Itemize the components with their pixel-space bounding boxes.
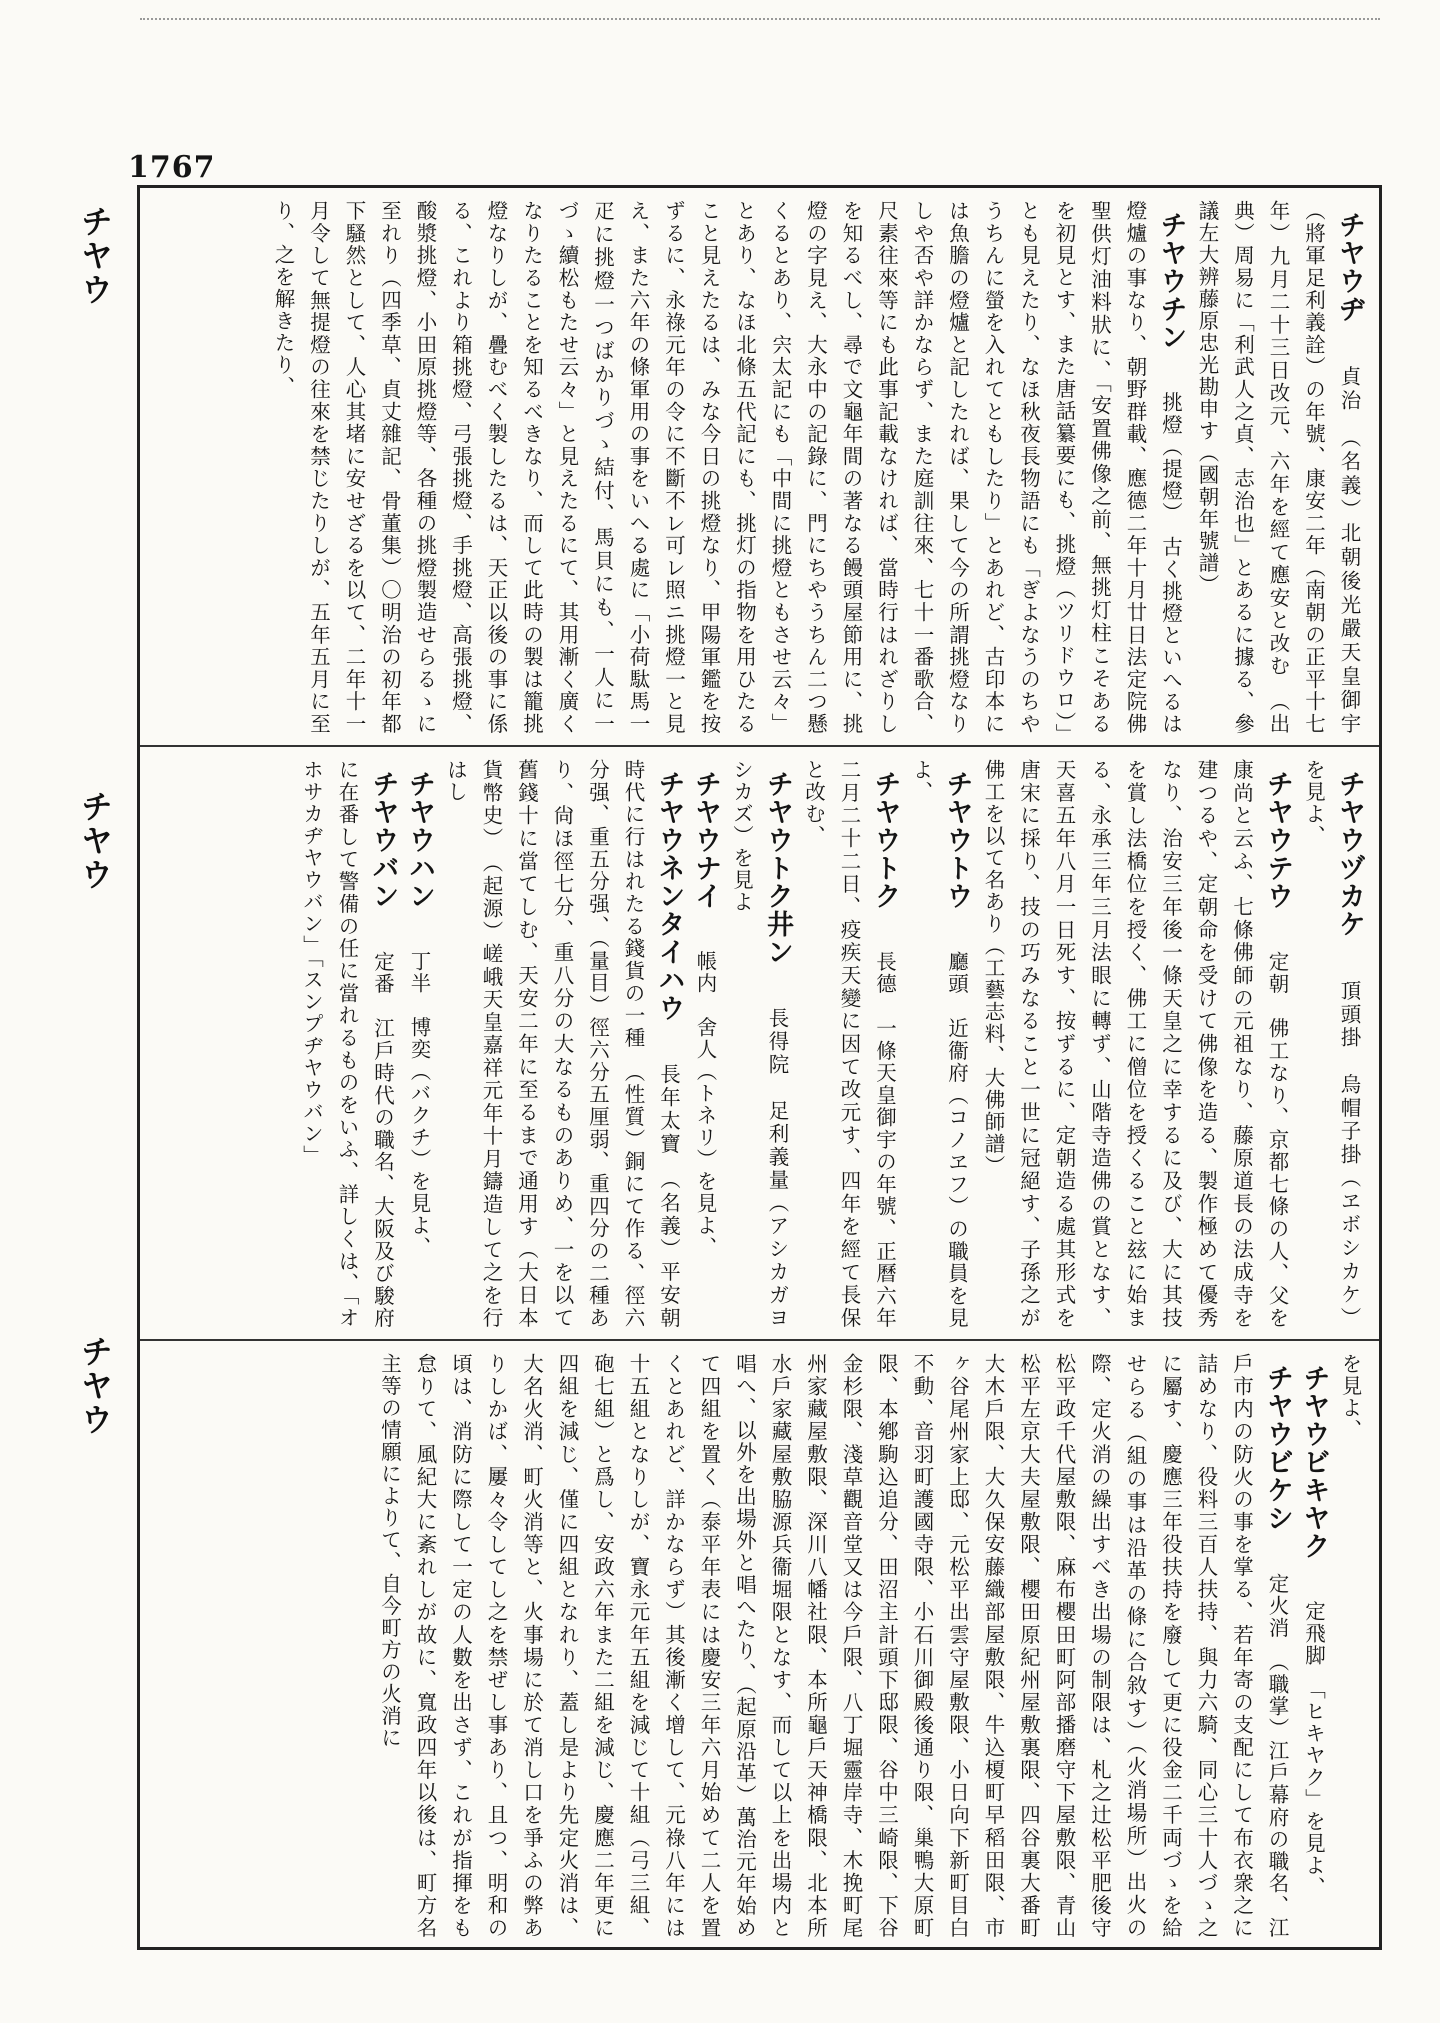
tier-3 — [140, 1341, 1379, 1947]
entry — [371, 1353, 1295, 1939]
entry — [1189, 200, 1368, 735]
entry-text: 挑燈（提燈） 古く挑燈といへるは燈爐の事なり、朝野群載、應德二年十月廿日法定院佛聖供灯油料狀に、「安置佛像之前、無挑灯柱こそあるを初見とす、また唐話纂要にも、挑燈（ツリドウロ）」とも見えたり、なほ秋夜長物語にも「ぎよなうのちやうちんに螢を入れてともしたり」とあれど、古印本には魚膽の燈爐と記したれば、果して今の所謂挑燈なりしや否や詳かならず、また庭訓往來、七十一番歌合、尺素往來等にも此事記載なければ、當時行はれざりしを知るべし、尋で文龜年間の著なる饅頭屋節用に、挑燈の字見え、大永中の記錄に、門にちやうちん二つ懸くるとあり、宍太記にも「中間に挑燈ともさせ云々」とあり、なほ北條五代記にも、挑灯の指物を用ひたること見えたるは、みな今日の挑燈なり、甲陽軍鑑を按ずるに、永祿元年の令に不斷不レ可レ照ニ挑燈一と見え、また六年の條軍用の事をいへる處に「小荷駄馬一疋に挑燈一つばかりづゝ結付、馬貝にも、一人に一づゝ續松もたせ云々」と見えたるにて、其用漸く廣くなりたることを知るべきなり、而して此時の製は籠挑燈なりしが、疊むべく製したるは、天正以後の事に係る、これより箱挑燈、弓張挑燈、手挑燈、高張挑燈、酸漿挑燈、小田原挑燈等、各種の挑燈製造せらるゝに至れり（四季草、貞丈雜記、骨董集）〇明治の初年都下騷然として、人心其堵に安せざるを以て、二年十一月令して無提燈の往來を禁じたりしが、五年五月に至り、之を解きたり、 — [271, 200, 1183, 735]
entry-text: 長德 一條天皇御宇の年號、正曆六年二月二十二日、疫疾天變に因て改元す、四年を經て長保と改む、 — [801, 759, 897, 1329]
entry-headword: チヤウトク — [869, 769, 901, 910]
entry-headword: チヤウビキヤク — [1298, 1363, 1330, 1560]
side-heading-2: チヤウ — [76, 790, 114, 892]
entry-text: 帳内 舍人（トネリ）を見よ、 — [693, 950, 717, 1259]
side-heading-3: チヤウ — [76, 1335, 114, 1437]
entry — [687, 759, 724, 1329]
entry-headword: チヤウチン — [1155, 210, 1187, 351]
entry — [437, 759, 687, 1329]
entry-headword: チヤウトク井ン — [762, 769, 793, 966]
entry-text: 定火消 （職掌）江戶幕府の職名、江戶市内の防火の事を掌る、若年寄の支配にして布衣衆之に詰めなり、役料三百人扶持、與力六騎、同心三十人づゝ之に屬す、慶應三年役扶持を廢して更に役金二千両づゝを給せらる（組の事は沿革の條に合敘す）（火消場所）出火の際、定火消の繰出すべき出場の制限は、札之辻松平肥後守松平政千代屋敷限、麻布櫻田町阿部播磨守下屋敷限、青山松平左京大夫屋敷限、櫻田原紀州屋敷裏限、四谷裏大番町大木戶限、大久保安藤織部屋敷限、牛込榎町早稻田限、市ヶ谷尾州家上邸、元松平出雲守屋敷限、小日向下新町目白不動、音羽町護國寺限、小石川御殿後通り限、巢鴨大原町限、本鄕駒込追分、田沼主計頭下邸限、谷中三崎限、下谷金杉限、淺草觀音堂又は今戶限、八丁堀靈岸寺、木挽町尾州家藏屋敷限、深川八幡社限、本所龜戶天神橋限、北本所水戶家藏屋敷脇源兵衞堀限となす、而して以上を出場内と唱へ、以外を出場外と唱へたり、（起原沿革）萬治元年始めて四組を置く（泰平年表には慶安三年六月始めて二人を置くとあれど、詳かならず）其後漸く增して、元祿八年には十五組となりしが、寶永元年五組を減じて十組（弓三組、砲七組）と爲し、安政六年また二組を減じ、慶應二年更に四組を減じ、僅に四組となれり、蓋し是より先定火消は、大名火消、町火消等と、火事場に於て消し口を爭ふの弊ありしかば、屢々令してし之を禁ぜし事あり、且つ、明和の頃は、消防に際して一定の人數を出さず、これが指揮をも怠りて、風紀大に紊れしが故に、寬政四年以後は、町方名主等の情願によりて、自今町方の火消に — [377, 1353, 1289, 1939]
entry — [723, 759, 795, 1329]
entry-headword: チヤウハン — [404, 769, 435, 910]
entry — [1295, 759, 1367, 1329]
entry-text: 定飛脚 「ヒキヤク」を見よ、 — [1301, 1600, 1326, 1899]
entry — [975, 759, 1296, 1329]
entry — [903, 759, 975, 1329]
entry — [265, 200, 1189, 735]
entry-headword: チヤウバン — [367, 769, 399, 910]
entry-headword: チヤウトウ — [941, 769, 973, 910]
entry-headword: チヤウヅカケ — [1334, 769, 1365, 938]
entry-headword: チヤウビケシ — [1262, 1363, 1293, 1532]
entry-headword: チヤウテウ — [1262, 769, 1293, 910]
entry-text: 頂頭掛 烏帽子掛（ヱボシカケ）を見よ、 — [1301, 759, 1361, 1329]
top-dotted-rule — [140, 18, 1380, 20]
entry-text: 定番 江戶時代の職名、大阪及び駿府に在番して警備の任に當れるものをいふ、詳しくは、「オホサカヂヤウバン」「スンプヂヤウバン」 — [299, 759, 395, 1329]
entry-headword: チヤウネンタイハウ — [653, 769, 685, 1022]
entry-text: 長得院 足利義量（アシカガヨシカズ）を見よ — [729, 759, 789, 1329]
entry — [293, 759, 401, 1329]
entry-text: 廳頭 近衞府（コノヱフ）の職員を見よ、 — [909, 759, 969, 1329]
entry — [1332, 1353, 1368, 1939]
page-number: 1767 — [128, 150, 216, 185]
entry — [795, 759, 903, 1329]
tier-1 — [140, 188, 1379, 743]
entry-headword: チヤウナイ — [690, 769, 721, 910]
side-heading-1: チヤウ — [76, 205, 114, 307]
entry-text: 定朝 佛工なり、京都七條の人、父を康尚と云ふ、七條佛師の元祖なり、藤原道長の法成寺を建つるや、定朝命を受けて佛像を造る、製作極めて優秀なり、治安三年後一條天皇之に幸するに及び、大に其技を賞し法橋位を授く、佛工に僧位を授くること玆に始まる、永承三年三月法眼に轉ず、山階寺造佛の賞となす、天喜五年八月一日死す、按ずるに、定朝造る處其形式を唐宋に採り、技の巧みなること一世に冠絕す、子孫之が佛工を以て名あり（工藝志料、大佛師譜） — [981, 759, 1289, 1329]
entry-text: 貞治 （名義）北朝後光嚴天皇御宇（將軍足利義詮）の年號、康安二年（南朝の正平十七年）九月二十三日改元、六年を經て應安と改む （出典）周易に「利武人之貞、志治也」とあるに據る、參議左大辨藤原忠光勘申す（國朝年號譜） — [1195, 200, 1361, 735]
entry-headword: チヤウヂ — [1334, 210, 1365, 323]
tier-2 — [140, 747, 1379, 1337]
entry — [401, 759, 438, 1329]
entry-text: 長年太寶 （名義）平安朝時代に行はれたる錢貨の一種 （性質）銅にて作る、徑六分强、重五分强、（量目）徑六分五厘弱、重四分の二種あり、尙ほ徑七分、重八分の大なるものありめ、一を以て舊錢十に當てしむ、天安二年に至るまで通用す（大日本貨幣史） （起源）嵯峨天皇嘉祥元年十月鑄造して之を行はし — [443, 759, 681, 1329]
entry-text: を見よ、 — [1338, 1353, 1362, 1441]
entry — [1295, 1353, 1332, 1939]
entry-text: 丁半 博奕（バクチ）を見よ、 — [407, 950, 431, 1259]
